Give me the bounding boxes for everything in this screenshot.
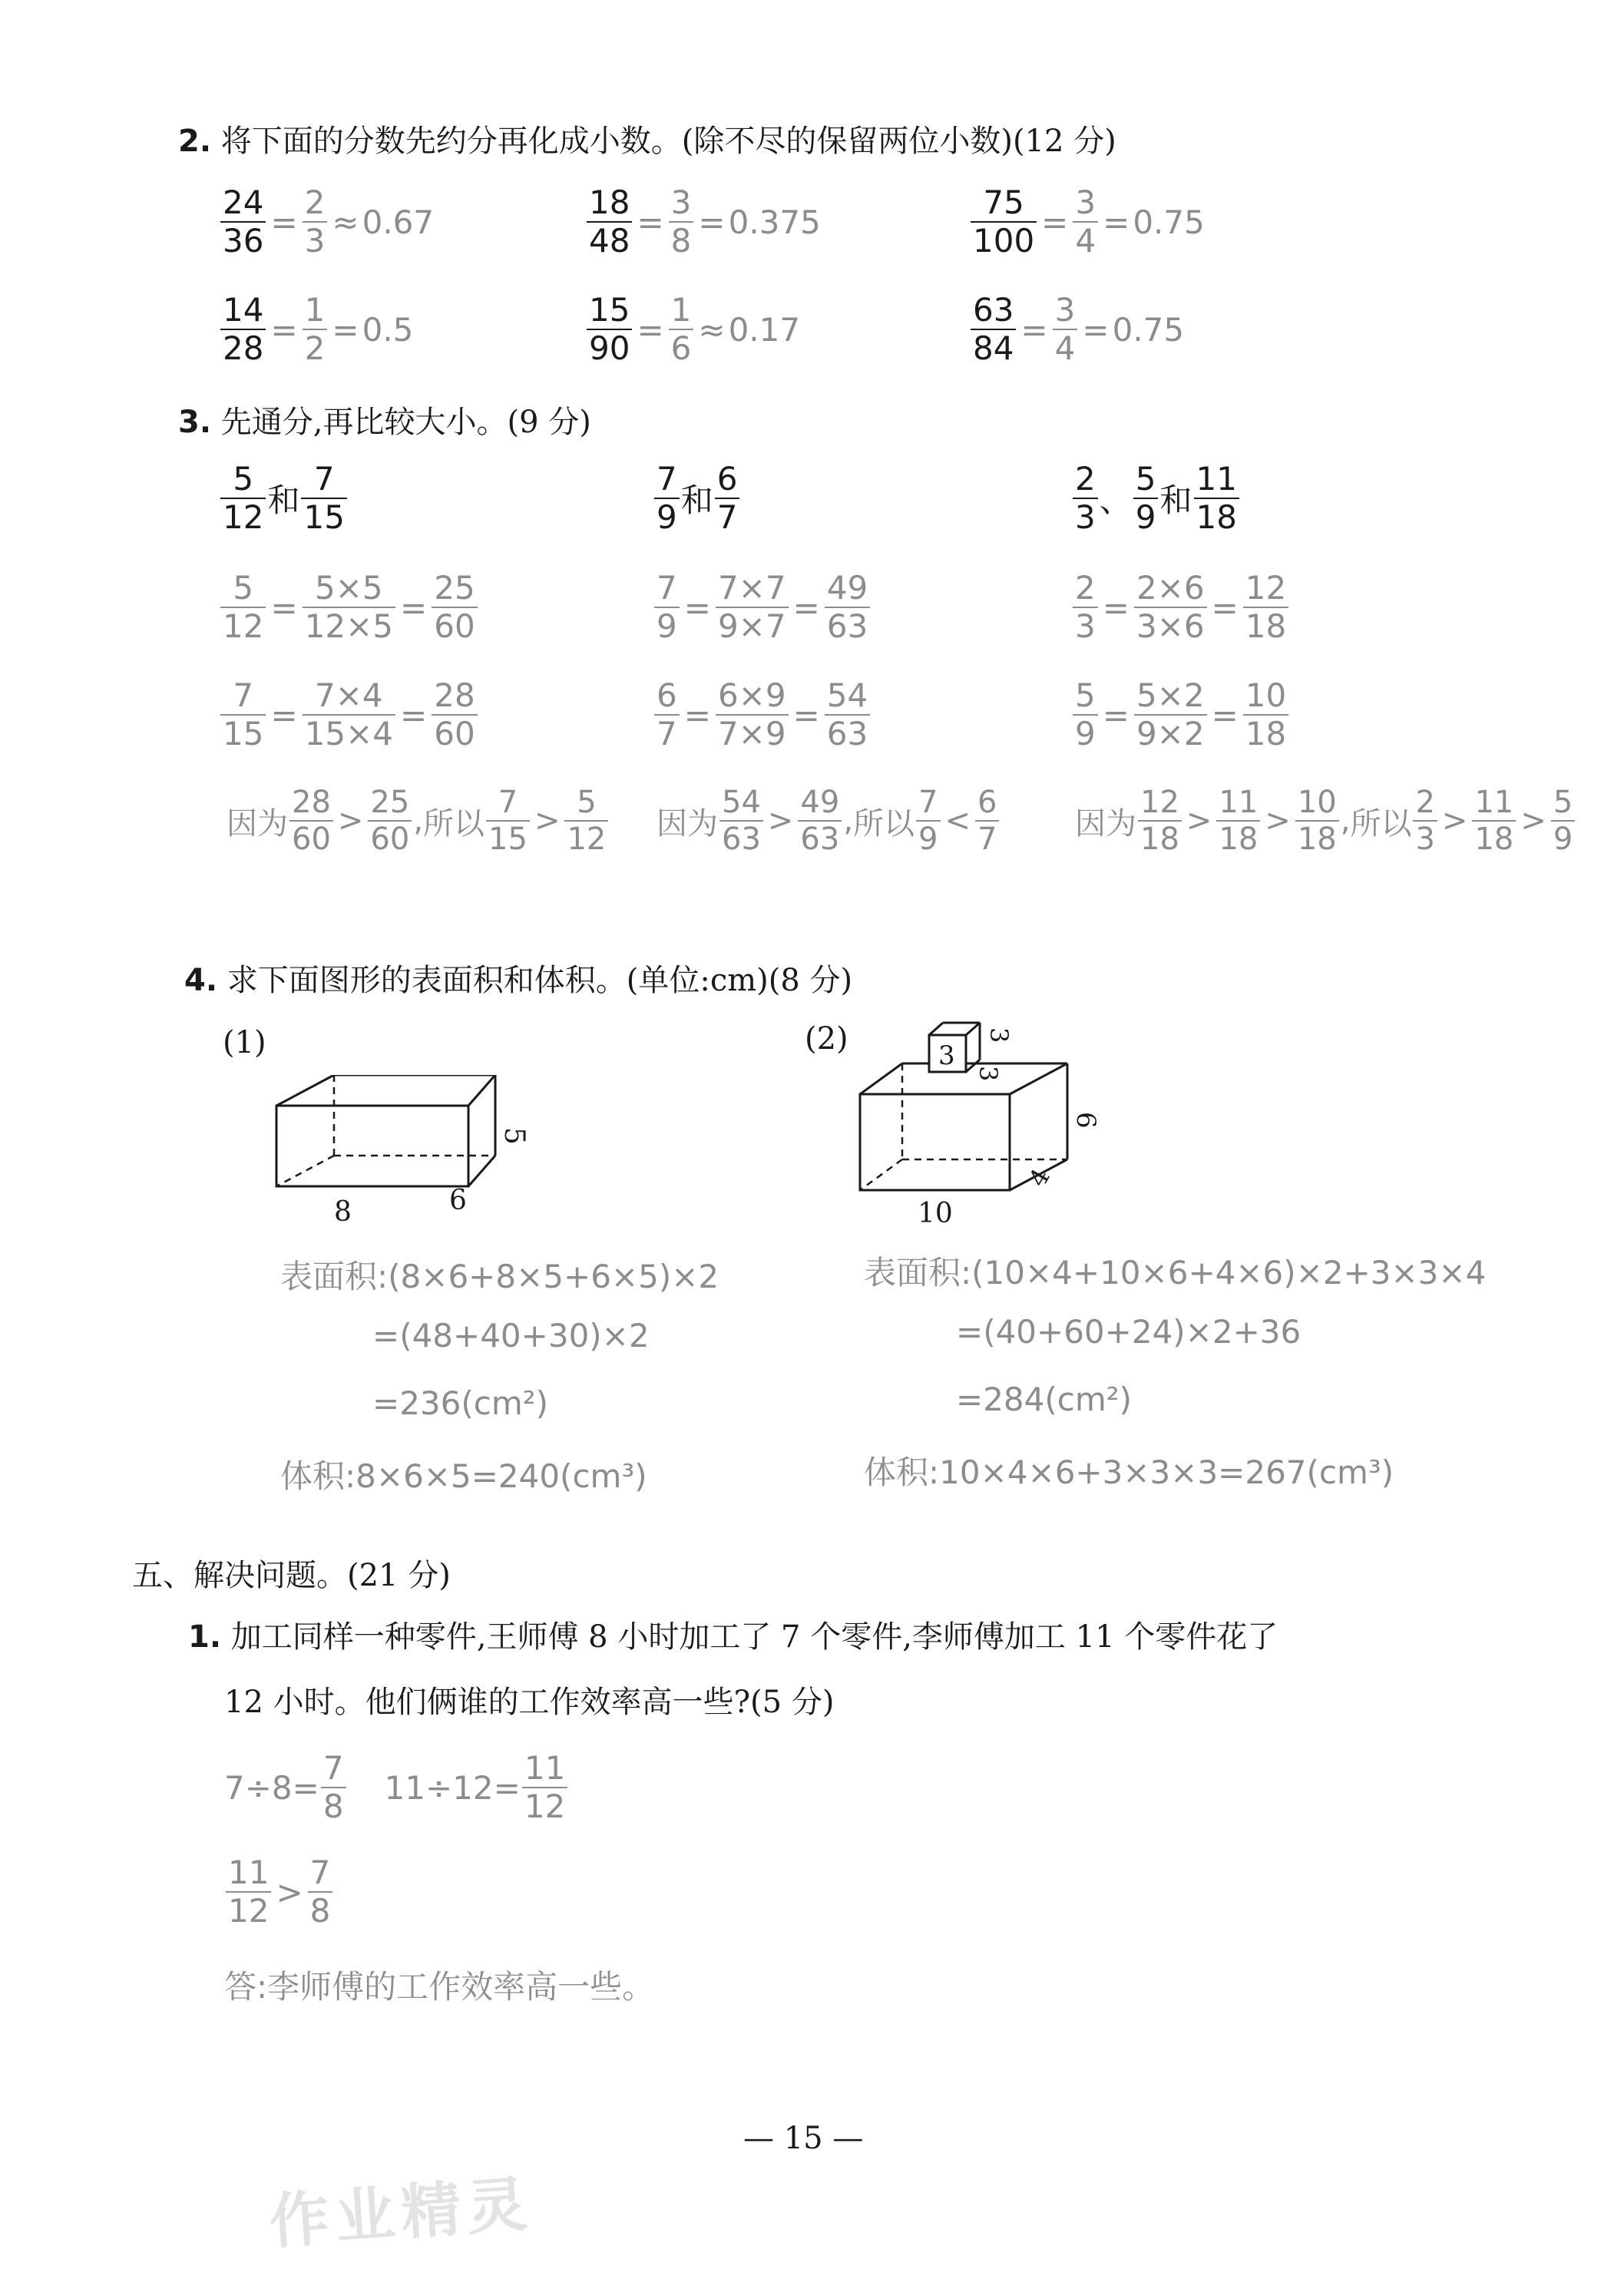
cube-front-label: 3 <box>938 1040 955 1071</box>
fraction: $\frac{14}{28}$ <box>220 294 266 365</box>
cuboid-length-label: 8 <box>334 1196 352 1228</box>
cuboid-bottom-right-edge <box>468 1156 495 1186</box>
q3-prompt-2: $\frac{7}{9}$ 和 $\frac{6}{7}$ <box>653 463 741 534</box>
q2-text: 将下面的分数先约分再化成小数。(除不尽的保留两位小数)(12 分) <box>220 124 1116 159</box>
sec5-p1-compare: $\frac{11}{12}$ > $\frac{7}{8}$ <box>224 1857 334 1927</box>
cube-side-label: 3 <box>974 1066 1003 1082</box>
fraction: $\frac{5}{12}$ <box>220 463 266 534</box>
fraction: $\frac{7}{9}$ <box>654 463 680 534</box>
q3-prompt-3: $\frac{2}{3}$ 、 $\frac{5}{9}$ 和 $\frac{11}{18}$ <box>1071 463 1241 534</box>
q3-col1-line2: $\frac{7}{15}$ = $\frac{7\times 4}{15\times 4}$ = $\frac{28}{60}$ <box>219 680 479 750</box>
sol2-line2: =(40+60+24)×2+36 <box>956 1313 1302 1351</box>
sec5-heading: 五、解决问题。(21 分) <box>132 1558 451 1593</box>
decimal: 0.5 <box>362 310 414 349</box>
q3-col2-line2: $\frac{6}{7}$ = $\frac{6\times 9}{7\times 9}$ = $\frac{54}{63}$ <box>653 680 872 750</box>
fraction: $\frac{1}{2}$ <box>303 294 328 365</box>
q3-heading <box>178 398 591 442</box>
q3-col1-conclusion: 因为 $\frac{28}{60}$ > $\frac{25}{60}$ , 所以 $\frac{7}{15}$ > $\frac{5}{12}$ <box>227 787 610 855</box>
fraction: $\frac{3}{4}$ <box>1073 187 1098 257</box>
fraction: $\frac{3}{8}$ <box>669 187 694 257</box>
sol2-line3: =284(cm²) <box>956 1381 1132 1418</box>
fraction: $\frac{63}{84}$ <box>971 294 1016 365</box>
box-front-face <box>860 1094 1010 1190</box>
fig2-label: (2) <box>805 1021 848 1057</box>
cuboid-with-cube-figure-2 <box>845 1006 1121 1229</box>
q2-item-5: $\frac{15}{90}$ = $\frac{1}{6}$ ≈ 0.17 <box>585 294 800 365</box>
decimal: 0.375 <box>728 203 821 241</box>
cuboid-top-right-edge <box>468 1075 495 1106</box>
q2-item-1: $\frac{24}{36}$ = $\frac{2}{3}$ ≈ 0.67 <box>219 187 434 257</box>
q3-text: 先通分,再比较大小。(9 分) <box>220 405 591 440</box>
sec5-p1-calc: 7÷8= $\frac{7}{8}$ 11÷12= $\frac{11}{12}$ <box>224 1752 569 1823</box>
fraction: $\frac{15}{90}$ <box>587 294 632 365</box>
sec5-p1-answer: 答:李师傅的工作效率高一些。 <box>224 1968 655 2006</box>
watermark: 作业精灵 <box>266 2170 536 2257</box>
cuboid-height-label: 5 <box>498 1127 530 1145</box>
q3-col2-line1: $\frac{7}{9}$ = $\frac{7\times 7}{9\times 7}$ = $\frac{49}{63}$ <box>653 572 872 643</box>
fraction: $\frac{2}{3}$ <box>303 187 328 257</box>
q2-item-2: $\frac{18}{48}$ = $\frac{3}{8}$ = 0.375 <box>585 187 821 257</box>
box-length-label: 10 <box>918 1198 953 1229</box>
sol2-line1: 表面积:(10×4+10×6+4×6)×2+3×3×4 <box>864 1254 1487 1291</box>
sol1-line3: =236(cm²) <box>372 1384 548 1422</box>
cuboid-hidden-diagonal <box>276 1156 334 1186</box>
cuboid-figure-1 <box>261 1075 537 1229</box>
sol1-line4: 体积:8×6×5=240(cm³) <box>280 1457 647 1495</box>
q3-col1-line1: $\frac{5}{12}$ = $\frac{5\times 5}{12\times 5}$ = $\frac{25}{60}$ <box>219 572 479 643</box>
fraction: $\frac{24}{36}$ <box>220 187 266 257</box>
q3-prompt-1: $\frac{5}{12}$ 和 $\frac{7}{15}$ <box>219 463 349 534</box>
sec5-p1-number: 1. <box>188 1619 222 1655</box>
fraction: $\frac{5}{9}$ <box>1133 463 1159 534</box>
q3-col3-line1: $\frac{2}{3}$ = $\frac{2\times 6}{3\times 6}$ = $\frac{12}{18}$ <box>1071 572 1290 643</box>
box-height-label: 6 <box>1070 1112 1101 1129</box>
sol1-line2: =(48+40+30)×2 <box>372 1317 650 1354</box>
fraction: $\frac{6}{7}$ <box>715 463 740 534</box>
sec5-p1-line1: 1. 加工同样一种零件,王师傅 8 小时加工了 7 个零件,李师傅加工 11 个零件花了 <box>188 1619 1278 1655</box>
cuboid-front-face <box>276 1106 468 1186</box>
fraction: $\frac{2}{3}$ <box>1073 463 1098 534</box>
decimal: 0.75 <box>1112 310 1185 349</box>
q2-item-3: $\frac{75}{100}$ = $\frac{3}{4}$ = 0.75 <box>969 187 1205 257</box>
fraction: $\frac{3}{4}$ <box>1053 294 1078 365</box>
decimal: 0.17 <box>728 310 801 349</box>
q3-number: 3. <box>178 405 212 440</box>
sol2-line4: 体积:10×4×6+3×3×3=267(cm³) <box>864 1454 1394 1491</box>
q2-item-6: $\frac{63}{84}$ = $\frac{3}{4}$ = 0.75 <box>969 294 1184 365</box>
fraction: $\frac{18}{48}$ <box>587 187 632 257</box>
cuboid-width-label: 6 <box>449 1185 467 1216</box>
sol1-line1: 表面积:(8×6+8×5+6×5)×2 <box>280 1258 719 1295</box>
q3-col2-conclusion: 因为 $\frac{54}{63}$ > $\frac{49}{63}$ , 所以 $\frac{7}{9}$ < $\frac{6}{7}$ <box>657 787 1001 855</box>
decimal: 0.75 <box>1133 203 1205 241</box>
box-width-label: 4 <box>1023 1163 1057 1192</box>
q2-heading <box>178 117 1116 160</box>
fraction: $\frac{75}{100}$ <box>971 187 1037 257</box>
q2-item-4: $\frac{14}{28}$ = $\frac{1}{2}$ = 0.5 <box>219 294 413 365</box>
sec5-p1-line2: 12 小时。他们俩谁的工作效率高一些?(5 分) <box>224 1685 835 1720</box>
q3-col3-line2: $\frac{5}{9}$ = $\frac{5\times 2}{9\times 2}$ = $\frac{10}{18}$ <box>1071 680 1290 750</box>
fig1-label: (1) <box>223 1025 266 1060</box>
fraction: $\frac{11}{18}$ <box>1194 463 1239 534</box>
decimal: 0.67 <box>362 203 435 241</box>
q4-heading <box>184 956 852 1000</box>
q2-number: 2. <box>178 124 212 159</box>
q4-text: 求下面图形的表面积和体积。(单位:cm)(8 分) <box>227 963 853 998</box>
cuboid-top-left-edge <box>276 1075 334 1106</box>
cube-top-label: 3 <box>984 1027 1014 1043</box>
page-number: — 15 — <box>743 2121 864 2156</box>
q3-col3-conclusion: 因为 $\frac{12}{18}$ > $\frac{11}{18}$ > $\frac{10}{18}$ , 所以 $\frac{2}{3}$ > $\frac{11}{18}$ > $\frac{5}{9}$ <box>1075 787 1576 855</box>
q4-number: 4. <box>184 963 218 998</box>
fraction: $\frac{7}{15}$ <box>301 463 346 534</box>
fraction: $\frac{1}{6}$ <box>669 294 694 365</box>
